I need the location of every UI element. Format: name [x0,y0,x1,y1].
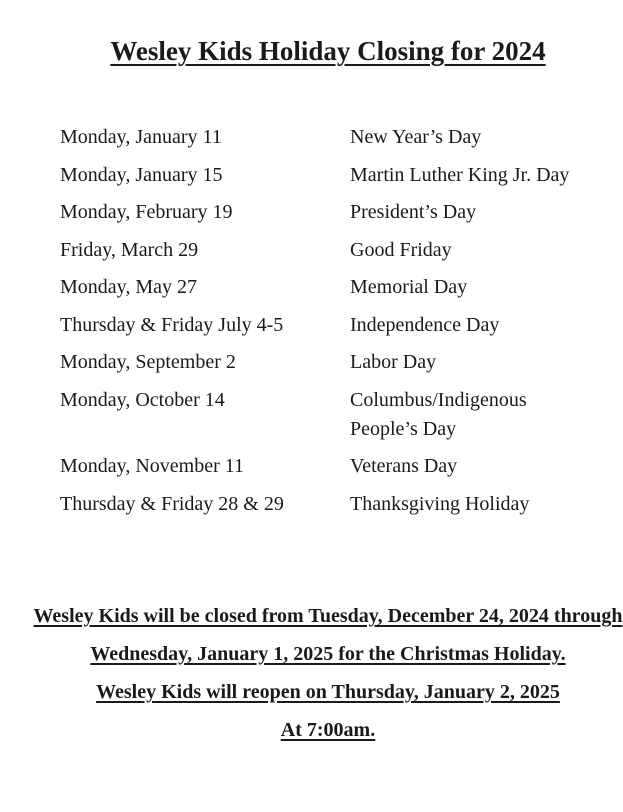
closure-statement [0,597,623,673]
page-title: Wesley Kids Holiday Closing for 2024 [110,36,546,66]
schedule-row [60,348,580,377]
closing-date: Monday, September 2 [60,351,236,373]
schedule-row [60,123,580,152]
closing-date: Monday, February 19 [60,201,233,223]
holiday-name: President’s Day [350,201,477,223]
holiday-schedule [60,123,580,527]
schedule-row [60,236,580,265]
closing-date: Thursday & Friday 28 & 29 [60,492,284,515]
closing-date: Thursday & Friday July 4-5 [60,313,284,336]
holiday-name: Columbus/Indigenous People’s Day [350,388,527,440]
schedule-row [60,198,580,227]
schedule-row [60,273,580,302]
reopen-text: Wesley Kids will reopen on Thursday, January 2, 2025 [96,681,560,703]
closing-date: Friday, March 29 [60,238,199,261]
reopen-statement [0,673,623,711]
holiday-name: Memorial Day [350,276,468,298]
reopen-time-statement [0,711,623,749]
christmas-closure-notice [0,597,623,749]
schedule-row [60,311,580,340]
closing-date: Monday, January 11 [60,126,222,148]
closing-date: Monday, May 27 [60,276,198,298]
holiday-name: Veterans Day [350,455,458,477]
schedule-row [60,386,580,444]
holiday-name: Martin Luther King Jr. Day [350,163,570,186]
closing-date: Monday, January 15 [60,163,223,186]
schedule-row [60,452,580,481]
holiday-name: Good Friday [350,238,452,261]
schedule-row [60,490,580,519]
closing-date: Monday, November 11 [60,455,245,477]
closure-text: Wesley Kids will be closed from Tuesday, December 24, 2024 through Wednesday, January 1, 2025 for the Christmas Holiday. [33,605,623,665]
holiday-name: Independence Day [350,313,500,336]
schedule-row [60,161,580,190]
holiday-name: Labor Day [350,351,437,373]
holiday-name: Thanksgiving Holiday [350,492,530,515]
reopen-time: At 7:00am. [280,719,376,741]
holiday-name: New Year’s Day [350,126,482,148]
closing-date: Monday, October 14 [60,388,225,411]
